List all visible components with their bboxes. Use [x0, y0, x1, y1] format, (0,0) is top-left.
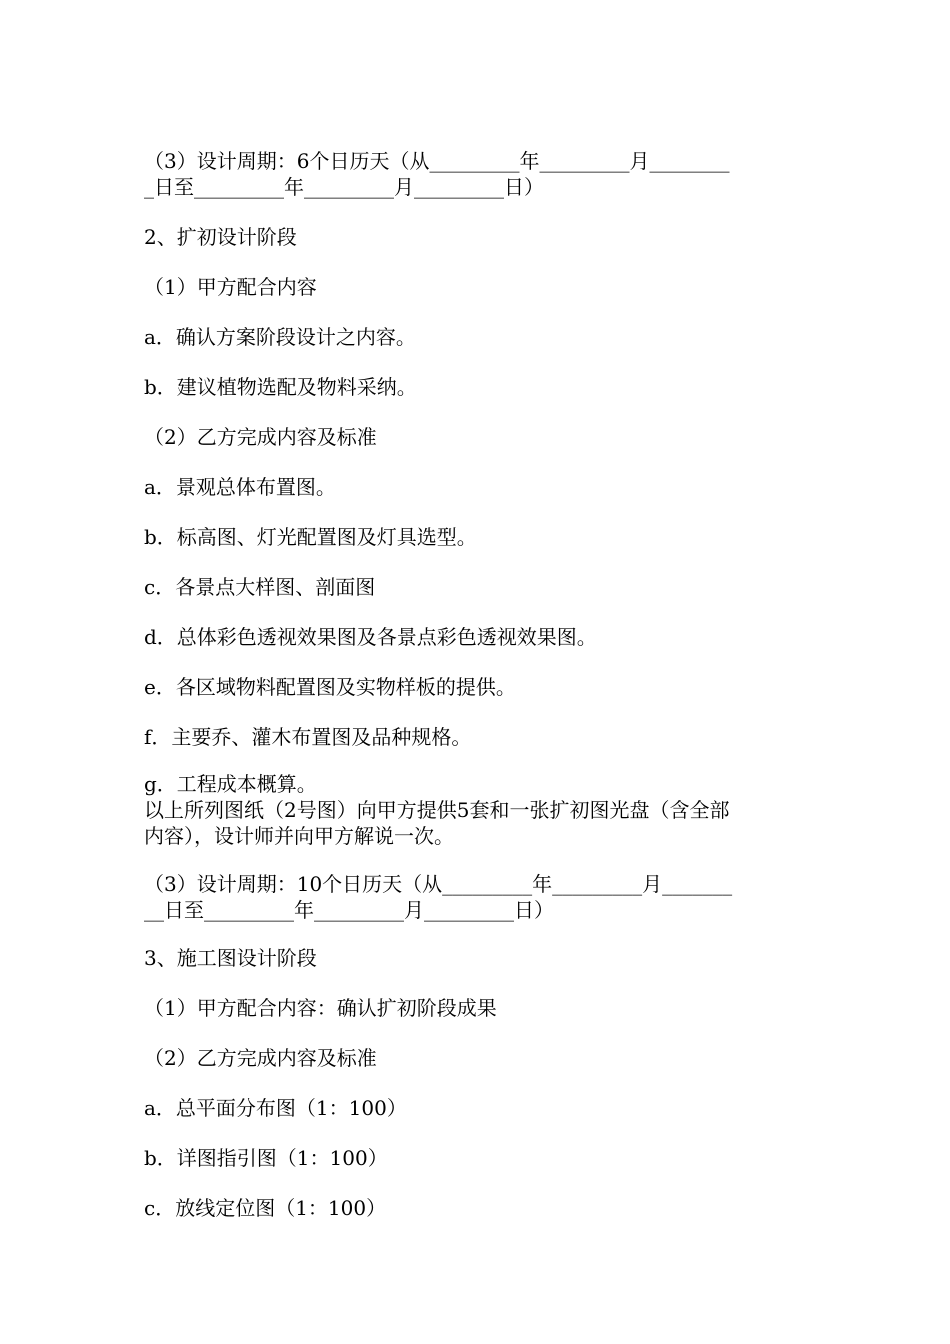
- list-item-c: c．放线定位图（1：100）: [144, 1196, 387, 1220]
- party-a-cooperation-heading: （1）甲方配合内容：确认扩初阶段成果: [144, 996, 497, 1020]
- design-period-line-1: （3）设计周期：10个日历天（从_________年_________月_______: [144, 872, 733, 896]
- list-item-a: a．总平面分布图（1：100）: [144, 1096, 407, 1120]
- design-period-line-2: __日至_________年_________月_________日）: [144, 898, 554, 922]
- list-item-b: b．详图指引图（1：100）: [144, 1146, 388, 1170]
- list-item-a: a．确认方案阶段设计之内容。: [144, 325, 416, 349]
- design-period-line-2: _日至_________年_________月_________日）: [144, 175, 544, 199]
- party-b-deliverables-heading: （2）乙方完成内容及标准: [144, 1046, 377, 1070]
- list-item-g: g．工程成本概算。: [144, 772, 317, 796]
- list-item-e: e．各区域物料配置图及实物样板的提供。: [144, 675, 516, 699]
- list-item-b: b．建议植物选配及物料采纳。: [144, 375, 417, 399]
- party-b-deliverables-heading: （2）乙方完成内容及标准: [144, 425, 377, 449]
- section-heading-construction-drawings: 3、施工图设计阶段: [144, 946, 317, 970]
- party-a-cooperation-heading: （1）甲方配合内容: [144, 275, 317, 299]
- drawings-note-line-2: 内容），设计师并向甲方解说一次。: [144, 824, 454, 848]
- list-item-a: a．景观总体布置图。: [144, 475, 336, 499]
- list-item-b: b．标高图、灯光配置图及灯具选型。: [144, 525, 477, 549]
- section-heading-preliminary-design: 2、扩初设计阶段: [144, 225, 297, 249]
- drawings-note-line-1: 以上所列图纸（2号图）向甲方提供5套和一张扩初图光盘（含全部: [144, 798, 730, 822]
- list-item-d: d．总体彩色透视效果图及各景点彩色透视效果图。: [144, 625, 597, 649]
- design-period-line-1: （3）设计周期：6个日历天（从_________年_________月________: [144, 149, 730, 173]
- list-item-f: f．主要乔、灌木布置图及品种规格。: [144, 725, 472, 749]
- list-item-c: c．各景点大样图、剖面图: [144, 575, 376, 599]
